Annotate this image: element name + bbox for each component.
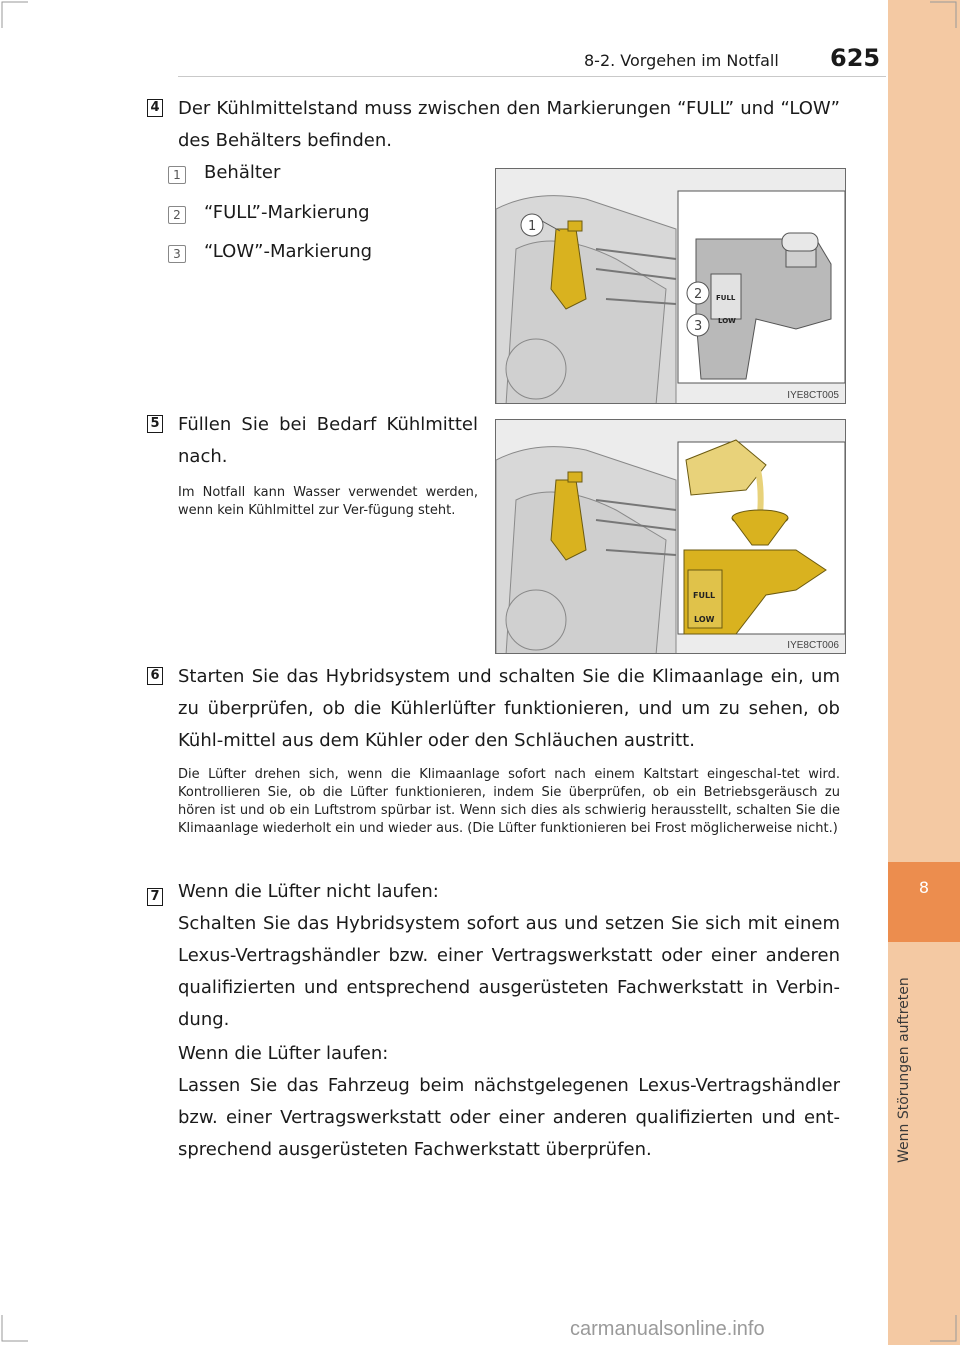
step-4-text: Der Kühlmittelstand muss zwischen den Markierungen “FULL” und “LOW” des Behälters befinden. bbox=[178, 98, 840, 151]
coolant-reservoir-figure bbox=[495, 168, 846, 404]
funnel-illustration bbox=[496, 420, 846, 654]
callout-label: Behälter bbox=[204, 162, 281, 183]
low-mark-label: LOW bbox=[694, 615, 715, 624]
figure-code: IYE8CT006 bbox=[787, 640, 839, 651]
crop-mark-icon bbox=[0, 1313, 30, 1343]
step-7-case2-heading: Wenn die Lüfter laufen: bbox=[178, 1043, 389, 1064]
callout-number: 1 bbox=[168, 166, 186, 184]
step-7-case1-heading: Wenn die Lüfter nicht laufen: bbox=[178, 881, 439, 902]
callout-label: “LOW”-Markierung bbox=[204, 241, 373, 262]
figure-callout-2: 2 bbox=[694, 287, 703, 302]
step-5-text: Füllen Sie bei Bedarf Kühlmittel nach. bbox=[178, 414, 478, 467]
step-number-badge: 5 bbox=[147, 415, 163, 433]
page-number: 625 bbox=[830, 44, 881, 72]
step-6-text: Starten Sie das Hybridsystem und schalten Sie die Klimaanlage ein, um zu überprüfen, ob die Kühlerlüfter funktionieren, und um zu sehen, ob Kühl-mittel aus dem Kühler oder den Schläuchen austritt. bbox=[178, 666, 840, 751]
figure-code: IYE8CT005 bbox=[787, 390, 839, 401]
step-number-badge: 6 bbox=[147, 667, 163, 685]
engine-bay-illustration bbox=[496, 169, 846, 404]
callout-number: 3 bbox=[168, 245, 186, 263]
watermark: carmanualsonline.info bbox=[570, 1318, 765, 1340]
low-mark-label: LOW bbox=[718, 317, 736, 325]
step-7-case1-text: Schalten Sie das Hybridsystem sofort aus und setzen Sie sich mit einem Lexus-Vertragshändler bzw. einer Vertragswerkstatt oder einer anderen qualifizierten und entsprechend ausgerüsteten Fachwerkstatt in Verbin-dung. bbox=[178, 913, 840, 1030]
crop-mark-icon bbox=[928, 0, 958, 30]
crop-mark-icon bbox=[928, 1313, 958, 1343]
figure-callout-3: 3 bbox=[694, 319, 703, 334]
section-title: 8-2. Vorgehen im Notfall bbox=[584, 51, 779, 70]
callout-number: 2 bbox=[168, 206, 186, 224]
figure-callout-1: 1 bbox=[528, 219, 537, 234]
chapter-tab-active[interactable] bbox=[888, 862, 960, 942]
callout-label: “FULL”-Markierung bbox=[204, 202, 370, 223]
chapter-number: 8 bbox=[918, 878, 930, 897]
full-mark-label: FULL bbox=[716, 294, 736, 302]
step-number-badge: 4 bbox=[147, 99, 163, 117]
step-6-note: Die Lüfter drehen sich, wenn die Klimaanlage sofort nach einem Kaltstart eingeschal-tet wird. Kontrollieren Sie, ob die Lüfter funktionieren, indem Sie überprüfen, ob ein Betriebsgeräusch zu hören ist und ob ein Luftstrom spürbar ist. Wenn sich dies als schwierig herausstellt, schalten Sie die Klimaanlage wiederholt ein und wieder aus. (Die Lüfter funktionieren bei Frost möglicherweise nicht.) bbox=[178, 767, 840, 836]
header-divider bbox=[178, 76, 886, 77]
crop-mark-icon bbox=[0, 0, 30, 30]
refill-coolant-figure bbox=[495, 419, 846, 654]
step-5-note: Im Notfall kann Wasser verwendet werden, wenn kein Kühlmittel zur Ver-fügung steht. bbox=[178, 485, 478, 518]
step-7-case2-text: Lassen Sie das Fahrzeug beim nächstgelegenen Lexus-Vertragshändler bzw. einer Vertragswerkstatt oder einer anderen qualifizierten und ent-sprechend ausgerüsteten Fachwerkstatt überprüfen. bbox=[178, 1075, 840, 1160]
step-number-badge: 7 bbox=[147, 888, 163, 906]
full-mark-label: FULL bbox=[693, 591, 716, 600]
chapter-title: Wenn Störungen auftreten bbox=[896, 977, 912, 1163]
